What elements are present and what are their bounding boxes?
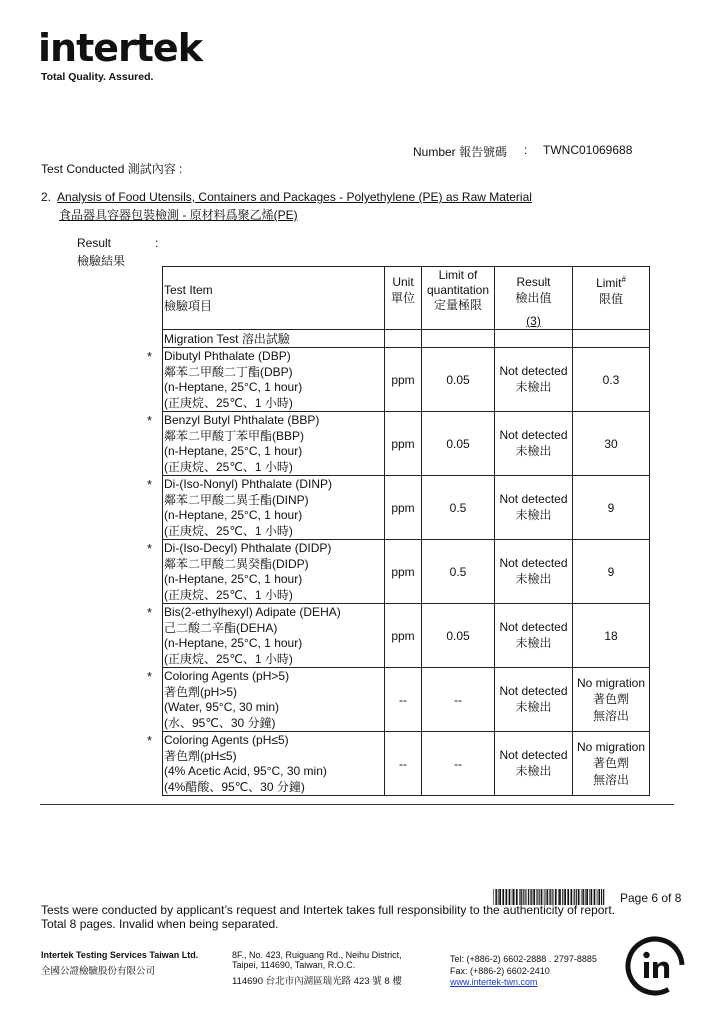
test-item-name-zh: 鄰苯二甲酸二丁酯(DBP): [164, 364, 293, 379]
loq-cell: --: [422, 732, 495, 796]
test-item-name-zh: 己二酸二辛酯(DEHA): [164, 620, 278, 635]
address-line-2: Taipei, 114690, Taiwan, R.O.C.: [232, 960, 356, 970]
limit-value: 無溶出: [592, 708, 629, 723]
test-item-cell: [147, 732, 385, 796]
test-item-cell: [147, 412, 385, 476]
logo-tagline: Total Quality. Assured.: [41, 71, 154, 83]
accredited-star-mark: *: [147, 733, 153, 748]
unit-cell: ppm: [385, 348, 422, 412]
header-test-item-en: Test Item: [164, 282, 213, 297]
intertek-logo: intertek: [38, 26, 202, 70]
accredited-star-mark: *: [147, 605, 153, 620]
result-cell: [495, 668, 573, 732]
group-label-zh: 溶出試驗: [241, 332, 290, 346]
header-result-column-number: (3): [526, 314, 541, 328]
test-item-cell: [147, 540, 385, 604]
result-en: Not detected: [499, 620, 568, 634]
loq-cell: --: [422, 668, 495, 732]
header-limit-en-text: Limit: [596, 276, 622, 290]
unit-cell: ppm: [385, 540, 422, 604]
limit-cell: [573, 604, 650, 668]
accredited-star-mark: *: [147, 349, 153, 364]
header-test-item-zh: 檢驗項目: [164, 298, 213, 313]
table-row: [163, 668, 650, 732]
group-label-en: Migration Test: [164, 332, 239, 346]
disclaimer-line-1: Tests were conducted by applicant’s request and Intertek takes full responsibility to the authenticity of report.: [41, 903, 616, 917]
test-item-condition-en: (Water, 95°C, 30 min): [164, 700, 280, 714]
address-line-1: 8F., No. 423, Ruiguang Rd., Neihu District,: [232, 950, 402, 960]
test-item-condition-en: (n-Heptane, 25°C, 1 hour): [164, 444, 303, 458]
limit-value: 0.3: [602, 372, 620, 387]
header-loq-en2: quantitation: [426, 283, 490, 297]
result-zh: 未檢出: [515, 700, 552, 714]
test-item-condition-zh: (正庚烷、25℃、1 小時): [164, 587, 293, 602]
limit-value: No migration: [576, 739, 646, 754]
website-link[interactable]: www.intertek-twn.com: [450, 977, 538, 987]
table-header-row: [163, 267, 650, 330]
table-row: [163, 732, 650, 796]
test-item-name-en: Benzyl Butyl Phthalate (BBP): [164, 413, 320, 427]
test-conducted-label: Test Conducted 測試內容 :: [41, 162, 183, 176]
test-item-condition-zh: (正庚烷、25℃、1 小時): [164, 523, 293, 538]
fax: Fax: (+886-2) 6602-2410: [450, 966, 550, 976]
result-cell: [495, 412, 573, 476]
test-item-condition-en: (n-Heptane, 25°C, 1 hour): [164, 508, 303, 522]
header-limit-en: [574, 275, 648, 290]
result-zh: 未檢出: [515, 764, 552, 778]
header-loq-zh: 定量極限: [433, 298, 482, 312]
limit-value: 著色劑: [592, 755, 629, 770]
test-item-name-en: Coloring Agents (pH>5): [164, 669, 290, 683]
result-en: Not detected: [499, 492, 568, 506]
test-item-condition-zh: (正庚烷、25℃、1 小時): [164, 651, 293, 666]
test-item-name-en: Di-(Iso-Decyl) Phthalate (DIDP): [164, 541, 332, 555]
header-unit-en: Unit: [392, 275, 414, 289]
result-zh: 未檢出: [515, 636, 552, 650]
accredited-star-mark: *: [147, 413, 153, 428]
header-limit-zh: 限值: [598, 292, 623, 306]
report-number-value: TWNC01069688: [543, 143, 633, 157]
header-loq: [422, 267, 495, 330]
unit-cell: ppm: [385, 412, 422, 476]
group-label: [163, 330, 385, 348]
limit-cell: [573, 668, 650, 732]
loq-cell: 0.05: [422, 604, 495, 668]
test-item-condition-zh: (水、95℃、30 分鐘): [164, 715, 276, 730]
test-item-name-zh: 著色劑(pH≤5): [164, 748, 237, 763]
test-item-cell: [147, 476, 385, 540]
header-result-zh: 檢出值: [515, 291, 552, 305]
test-item-name-zh: 鄰苯二甲酸丁苯甲酯(BBP): [164, 428, 305, 443]
table-row: [163, 348, 650, 412]
limit-value: 無溶出: [592, 772, 629, 787]
unit-cell: --: [385, 668, 422, 732]
header-unit: [385, 267, 422, 330]
test-item-condition-en: (n-Heptane, 25°C, 1 hour): [164, 572, 303, 586]
result-cell: [495, 604, 573, 668]
test-item-condition-en: (4% Acetic Acid, 95°C, 30 min): [164, 764, 327, 778]
limit-value: No migration: [576, 675, 646, 690]
result-label-colon: :: [155, 236, 159, 250]
limit-value: 9: [607, 500, 615, 515]
result-label-zh: 檢驗結果: [77, 254, 126, 268]
test-item-name-en: Bis(2-ethylhexyl) Adipate (DEHA): [164, 605, 341, 619]
result-label-en: Result: [77, 236, 112, 250]
company-name-zh: 全國公證檢驗股份有限公司: [41, 966, 156, 977]
header-limit: [573, 267, 650, 330]
limit-value: 9: [607, 564, 615, 579]
result-zh: 未檢出: [515, 508, 552, 522]
test-item-condition-zh: (正庚烷、25℃、1 小時): [164, 459, 293, 474]
unit-cell: ppm: [385, 604, 422, 668]
unit-cell: ppm: [385, 476, 422, 540]
footer-divider: [40, 804, 674, 805]
results-rows: [147, 348, 650, 796]
loq-cell: 0.05: [422, 412, 495, 476]
company-name-en: Intertek Testing Services Taiwan Ltd.: [41, 950, 199, 960]
section-number: 2.: [41, 190, 52, 204]
limit-value: 30: [604, 436, 618, 451]
section-title-en: Analysis of Food Utensils, Containers and Packages - Polyethylene (PE) as Raw Material: [57, 190, 532, 204]
result-en: Not detected: [499, 748, 568, 762]
group-row-migration-test: [163, 330, 650, 348]
table-row: [163, 540, 650, 604]
test-item-name-en: Dibutyl Phthalate (DBP): [164, 349, 291, 363]
table-row: [163, 412, 650, 476]
header-unit-zh: 單位: [390, 291, 415, 305]
results-table: [147, 266, 650, 796]
page-number: Page 6 of 8: [620, 891, 682, 905]
limit-value: 著色劑: [592, 691, 629, 706]
table-row: [163, 476, 650, 540]
header-result: [495, 267, 573, 330]
loq-cell: 0.5: [422, 540, 495, 604]
test-item-name-zh: 著色劑(pH>5): [164, 684, 238, 699]
accredited-star-mark: *: [147, 541, 153, 556]
intertek-in-badge-icon: [624, 935, 686, 997]
accredited-star-mark: *: [147, 669, 153, 684]
test-item-cell: [147, 668, 385, 732]
limit-cell: [573, 476, 650, 540]
disclaimer-line-2: Total 8 pages. Invalid when being separated.: [41, 917, 279, 931]
report-number-label: Number 報告號碼: [413, 145, 508, 159]
result-zh: 未檢出: [515, 572, 552, 586]
test-item-condition-en: (n-Heptane, 25°C, 1 hour): [164, 380, 303, 394]
accredited-star-mark: *: [147, 477, 153, 492]
test-item-name-zh: 鄰苯二甲酸二異癸酯(DIDP): [164, 556, 309, 571]
telephone: Tel: (+886-2) 6602-2888 . 2797-8885: [450, 954, 597, 964]
limit-cell: [573, 732, 650, 796]
table-row: [163, 604, 650, 668]
report-number-colon: :: [524, 143, 528, 157]
test-item-condition-zh: (正庚烷、25℃、1 小時): [164, 395, 293, 410]
header-limit-footnote-mark: #: [621, 275, 626, 284]
result-cell: [495, 476, 573, 540]
result-zh: 未檢出: [515, 380, 552, 394]
test-item-condition-en: (n-Heptane, 25°C, 1 hour): [164, 636, 303, 650]
test-item-name-zh: 鄰苯二甲酸二異壬酯(DINP): [164, 492, 309, 507]
header-test-item: [163, 267, 385, 330]
test-item-cell: [147, 348, 385, 412]
limit-value: 18: [604, 628, 618, 643]
result-en: Not detected: [499, 428, 568, 442]
result-cell: [495, 540, 573, 604]
limit-cell: [573, 540, 650, 604]
test-item-cell: [147, 604, 385, 668]
result-en: Not detected: [499, 364, 568, 378]
unit-cell: --: [385, 732, 422, 796]
limit-cell: [573, 348, 650, 412]
header-result-en: Result: [516, 275, 551, 289]
test-item-condition-zh: (4%醋酸、95℃、30 分鐘): [164, 779, 305, 794]
address-zh: 114690 台北市內湖區瑞光路 423 號 8 樓: [232, 976, 402, 987]
result-en: Not detected: [499, 684, 568, 698]
loq-cell: 0.05: [422, 348, 495, 412]
result-cell: [495, 348, 573, 412]
section-title-zh: 食品器具容器包裝檢測 - 原材料爲聚乙烯(PE): [59, 208, 298, 222]
section-title: [41, 190, 532, 204]
header-loq-en1: Limit of: [438, 268, 478, 282]
test-item-name-en: Coloring Agents (pH≤5): [164, 733, 289, 747]
result-cell: [495, 732, 573, 796]
test-item-name-en: Di-(Iso-Nonyl) Phthalate (DINP): [164, 477, 333, 491]
limit-cell: [573, 412, 650, 476]
result-en: Not detected: [499, 556, 568, 570]
loq-cell: 0.5: [422, 476, 495, 540]
result-zh: 未檢出: [515, 444, 552, 458]
